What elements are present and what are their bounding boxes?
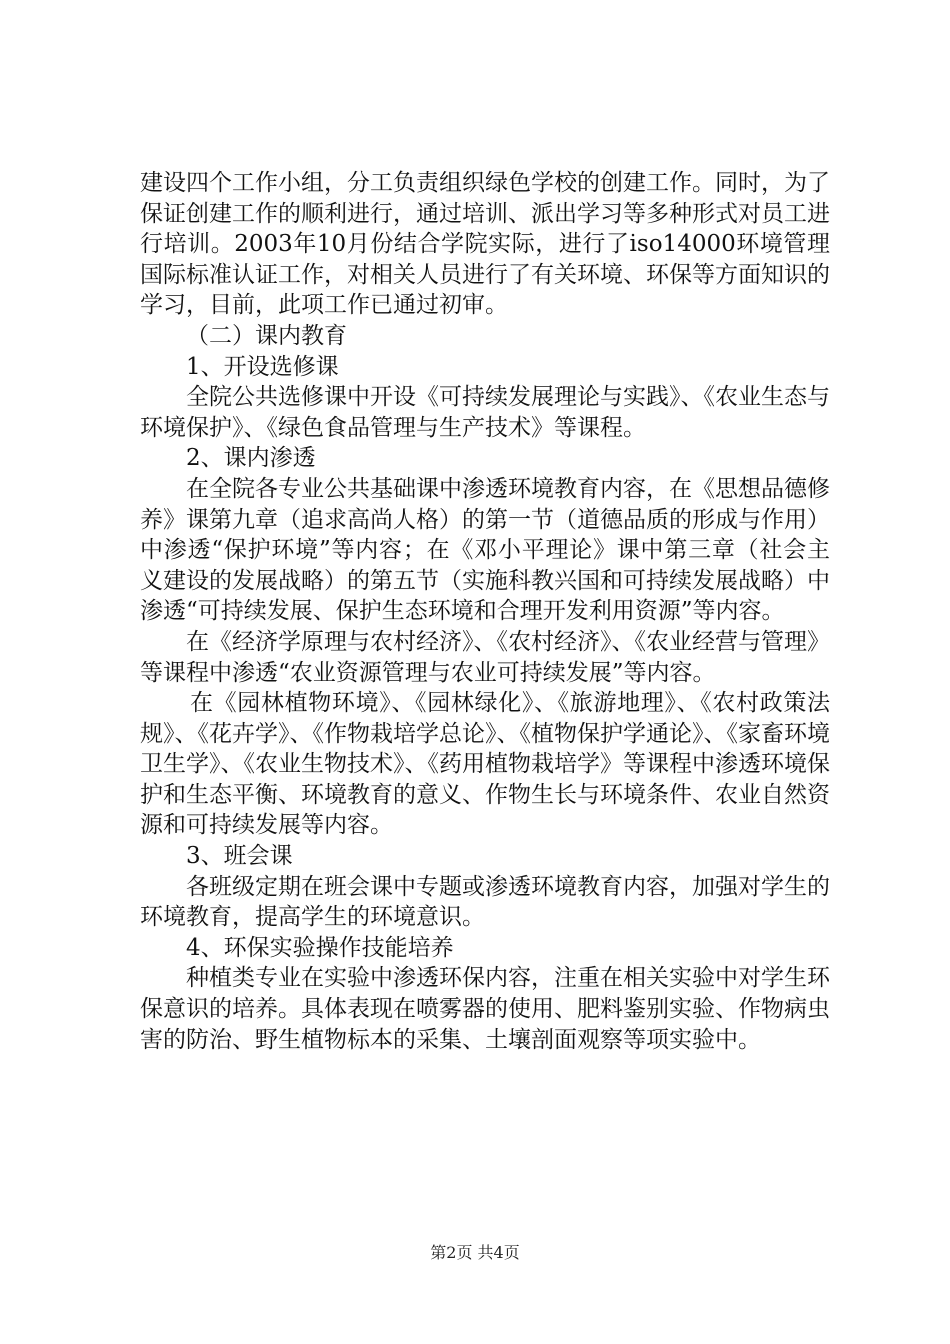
subheading-lab-skills: 4、环保实验操作技能培养	[186, 934, 454, 961]
subheading-class-meeting: 3、班会课	[186, 843, 293, 870]
paragraph-intro: 建设四个工作小组，分工负责组织绿色学校的创建工作。同时，为了保证创建工作的顺利进行，通过培训、派出学习等多种形式对员工进行培训。2003年10月份结合学院实际，进行了iso14000环境管理国际标准认证工作，对相关人员进行了有关环境、环保等方面知识的学习，目前，此项工作已通过初审。	[140, 170, 830, 319]
paragraph-lab-skills: 种植类专业在实验中渗透环保内容，注重在相关实验中对学生环保意识的培养。具体表现在喷雾器的使用、肥料鉴别实验、作物病虫害的防治、野生植物标本的采集、土壤剖面观察等项实验中。	[140, 965, 830, 1053]
paragraph-integration-agriculture: 在《园林植物环境》、《园林绿化》、《旅游地理》、《农村政策法规》、《花卉学》、《作物栽培学总论》、《植物保护学通论》、《家畜环境卫生学》、《农业生物技术》、《药用植物栽培学》等课程中渗透环境保护和生态平衡、环境教育的意义、作物生长与环境条件、农业自然资源和可持续发展等内容。	[140, 690, 830, 839]
document-body	[140, 168, 830, 1055]
paragraph-elective-courses: 全院公共选修课中开设《可持续发展理论与实践》、《农业生态与环境保护》、《绿色食品管理与生产技术》等课程。	[140, 384, 830, 441]
subheading-elective-courses: 1、开设选修课	[186, 353, 339, 380]
paragraph-integration-basic-courses: 在全院各专业公共基础课中渗透环境教育内容，在《思想品德修养》课第九章（追求高尚人格）的第一节（道德品质的形成与作用）中渗透“保护环境”等内容；在《邓小平理论》课中第三章（社会主义建设的发展战略）的第五节（实施科教兴国和可持续发展战略）中渗透“可持续发展、保护生态环境和合理开发利用资源”等内容。	[140, 475, 830, 625]
section-heading-in-class-education: （二）课内教育	[186, 322, 347, 349]
paragraph-integration-economics: 在《经济学原理与农村经济》、《农村经济》、《农业经营与管理》等课程中渗透“农业资源管理与农业可持续发展”等内容。	[140, 628, 830, 686]
paragraph-class-meeting: 各班级定期在班会课中专题或渗透环境教育内容，加强对学生的环境教育，提高学生的环境意识。	[140, 873, 830, 931]
page-footer: 第2页 共4页	[430, 1243, 520, 1262]
subheading-in-class-integration: 2、课内渗透	[186, 445, 316, 472]
